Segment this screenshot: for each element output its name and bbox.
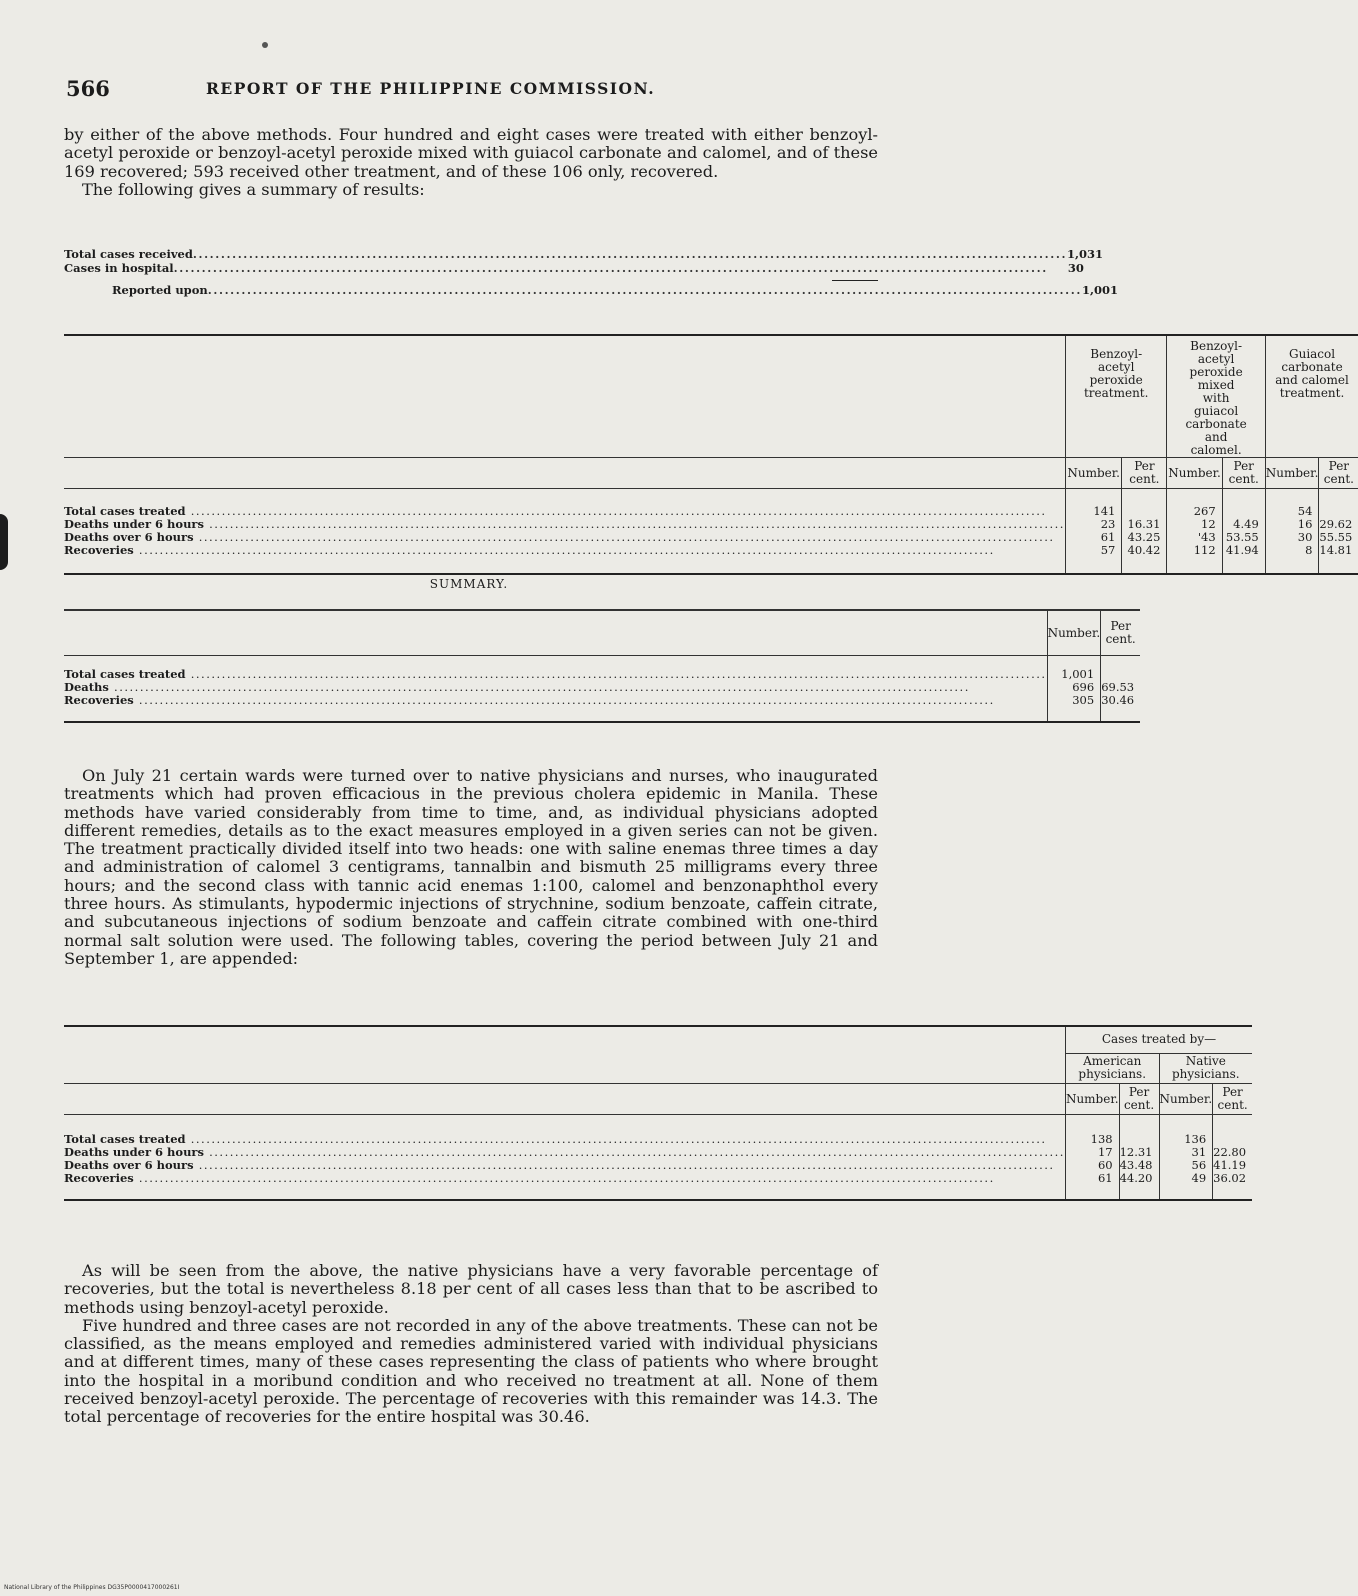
col-group-benzoyl-guiacol: Benzoyl-acetyl peroxide mixed with guiacol carbonate and calomel. <box>1167 335 1265 458</box>
treatment-rows <box>64 489 1358 575</box>
treatment-results-table <box>64 334 1358 575</box>
col-header: Number. <box>1047 610 1101 656</box>
stat-value: 1,001 <box>1081 283 1118 297</box>
cell-value: 22.80 <box>1213 1146 1252 1159</box>
cell-value: 61 <box>1065 531 1121 544</box>
cell-value: 54 <box>1265 489 1319 519</box>
cell-value: 43.48 <box>1119 1159 1159 1172</box>
row-label: Deaths under 6 hours ..... <box>64 1146 1065 1159</box>
scan-footer: National Library of the Philippines DG35P0000417000261I <box>4 1584 180 1591</box>
running-title: REPORT OF THE PHILIPPINE COMMISSION. <box>206 79 656 98</box>
cell-value: 40.42 <box>1122 544 1167 574</box>
cell-value: 43.25 <box>1122 531 1167 544</box>
stat-row <box>64 261 1084 275</box>
cell-value: 141 <box>1065 489 1121 519</box>
ink-speck <box>262 42 268 48</box>
cell-value <box>1222 489 1265 519</box>
page-number: 566 <box>66 76 110 101</box>
case-totals <box>64 247 1118 297</box>
cell-value: 8 <box>1265 544 1319 574</box>
summary-caption: SUMMARY. <box>429 577 509 591</box>
cell-value: 55.55 <box>1319 531 1358 544</box>
cell-value: 53.55 <box>1222 531 1265 544</box>
row-label: Total cases treated ..... <box>64 668 1047 681</box>
paragraph-methods: by either of the above methods. Four hundred and eight cases were treated with either benzoyl-acetyl peroxide or benzoyl-acetyl peroxide mixed with guiacol carbonate and calomel, and of these 169 recovered; 593 received other treatment, and of these 106 only, recovered. <box>64 125 878 181</box>
col-group-benzoyl: Benzoyl-acetyl peroxide treatment. <box>1065 335 1166 458</box>
table-row <box>64 694 1140 722</box>
row-label: Total cases treated ..... <box>64 505 1065 518</box>
cell-value <box>1119 1115 1159 1147</box>
stat-label: Reported upon <box>112 283 208 297</box>
physicians-comparison-table <box>64 1025 1252 1201</box>
cell-value: 60 <box>1065 1159 1119 1172</box>
cell-value: 30.46 <box>1101 694 1140 722</box>
cell-value: 61 <box>1065 1172 1119 1200</box>
col-group-american: American physicians. <box>1065 1053 1159 1084</box>
col-header: Number. <box>1167 458 1222 489</box>
col-header: Number. <box>1159 1084 1213 1115</box>
cell-value: 17 <box>1065 1146 1119 1159</box>
sum-rule <box>832 280 878 281</box>
cell-value <box>1319 489 1358 519</box>
col-header: Per cent. <box>1122 458 1167 489</box>
cell-value: 69.53 <box>1101 681 1140 694</box>
summary-table <box>64 609 1140 723</box>
cell-value: 41.19 <box>1213 1159 1252 1172</box>
cell-value: 31 <box>1159 1146 1213 1159</box>
stat-label: Total cases received <box>64 247 193 261</box>
table-row <box>64 656 1140 682</box>
paragraph-remainder: Five hundred and three cases are not recorded in any of the above treatments. These can not be classified, as the means employed and remedies administered varied with individual physicians and at different times, many of these cases representing the class of patients who where brought into the hospital in a moribund condition and who received no treatment at all. None of them received benzoyl-acetyl peroxide. The percentage of recoveries with this remainder was 14.3. The total percentage of recoveries for the entire hospital was 30.46. <box>64 1315 878 1427</box>
col-header: Number. <box>1065 1084 1119 1115</box>
cell-value: 112 <box>1167 544 1222 574</box>
row-label: Deaths ..... <box>64 681 1047 694</box>
cell-value: 1,001 <box>1047 656 1101 682</box>
cases-treated-by-header: Cases treated by— <box>1065 1026 1252 1053</box>
intro-paragraph <box>64 126 878 199</box>
cell-value: 16.31 <box>1122 518 1167 531</box>
col-group-native: Native physicians. <box>1159 1053 1252 1084</box>
cell-value: 56 <box>1159 1159 1213 1172</box>
table-row <box>64 1115 1252 1147</box>
cell-value: 36.02 <box>1213 1172 1252 1200</box>
col-header: Per cent. <box>1119 1084 1159 1115</box>
page-header <box>66 76 876 102</box>
stat-row <box>64 247 1104 261</box>
closing-paragraphs <box>64 1262 878 1427</box>
col-header: Per cent. <box>1213 1084 1252 1115</box>
table-row <box>64 1172 1252 1200</box>
cell-value: 4.49 <box>1222 518 1265 531</box>
stat-value: 30 <box>1067 261 1084 275</box>
cell-value: 138 <box>1065 1115 1119 1147</box>
cell-value <box>1122 489 1167 519</box>
cell-value: 136 <box>1159 1115 1213 1147</box>
cell-value: 44.20 <box>1119 1172 1159 1200</box>
binding-shadow <box>0 514 8 570</box>
cell-value <box>1101 656 1140 682</box>
row-label: Deaths over 6 hours ..... <box>64 531 1065 544</box>
cell-value: 49 <box>1159 1172 1213 1200</box>
cell-value: '43 <box>1167 531 1222 544</box>
cell-value: 41.94 <box>1222 544 1265 574</box>
paragraph-native-treatment: On July 21 certain wards were turned over to native physicians and nurses, who inaugurated treatments which had proven efficacious in the previous cholera epidemic in Manila. These methods have varied considerably from time to time, and, as individual physicians adopted different remedies, details as to the exact measures employed in a given series can not be given. The treatment practically divided itself into two heads: one with saline enemas three times a day and administration of calomel 3 centigrams, tannalbin and bismuth 25 milligrams every three hours; and the second class with tannic acid enemas 1:100, calomel and benzonaphthol every three hours. As stimulants, hypodermic injections of strychnine, sodium benzoate, caffein citrate, and subcutaneous injections of sodium benzoate and caffein citrate combined with one-third normal salt solution were used. The following tables, covering the period between July 21 and September 1, are appended: <box>64 766 878 968</box>
stat-label: Cases in hospital <box>64 261 174 275</box>
table-row <box>64 489 1358 519</box>
cell-value: 16 <box>1265 518 1319 531</box>
row-label: Recoveries ..... <box>64 1172 1065 1185</box>
col-header: Number. <box>1065 458 1121 489</box>
row-label: Total cases treated ..... <box>64 1133 1065 1146</box>
col-header: Per cent. <box>1222 458 1265 489</box>
col-header: Per cent. <box>1319 458 1358 489</box>
cell-value: 696 <box>1047 681 1101 694</box>
cell-value: 305 <box>1047 694 1101 722</box>
row-label: Recoveries ..... <box>64 544 1065 557</box>
cell-value: 30 <box>1265 531 1319 544</box>
cell-value: 29.62 <box>1319 518 1358 531</box>
cell-value: 57 <box>1065 544 1121 574</box>
col-header: Per cent. <box>1101 610 1140 656</box>
cell-value <box>1213 1115 1252 1147</box>
cell-value: 267 <box>1167 489 1222 519</box>
paragraph-summary-lead: The following gives a summary of results: <box>82 179 425 199</box>
col-group-guiacol: Guiacol carbonate and calomel treatment. <box>1265 335 1358 458</box>
table-row <box>64 544 1358 574</box>
stat-value: 1,031 <box>1067 247 1104 261</box>
cell-value: 14.81 <box>1319 544 1358 574</box>
stat-row <box>64 283 1118 297</box>
col-header: Number. <box>1265 458 1319 489</box>
row-label: Deaths under 6 hours ..... <box>64 518 1065 531</box>
row-label: Recoveries ..... <box>64 694 1047 707</box>
cell-value: 12.31 <box>1119 1146 1159 1159</box>
cell-value: 12 <box>1167 518 1222 531</box>
cell-value: 23 <box>1065 518 1121 531</box>
paragraph-comparison: As will be seen from the above, the native physicians have a very favorable percentage of recoveries, but the total is nevertheless 8.18 per cent of all cases less than that to be ascribed to methods using benzoyl-acetyl peroxide. <box>64 1261 878 1317</box>
native-physicians-paragraph <box>64 767 878 968</box>
row-label: Deaths over 6 hours ..... <box>64 1159 1065 1172</box>
